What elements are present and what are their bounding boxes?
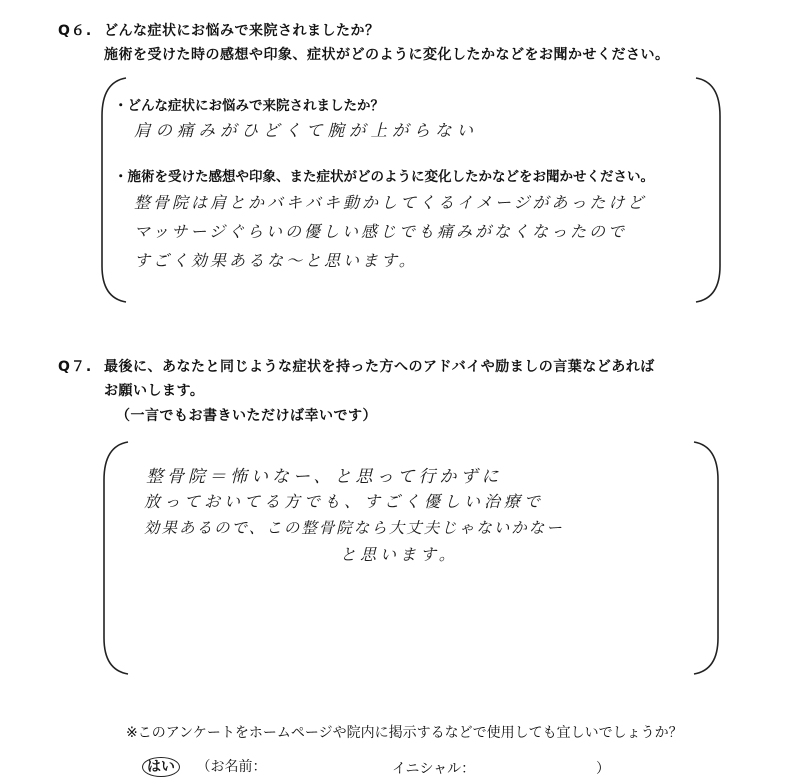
close-paren: ）	[596, 761, 610, 777]
q7-answer-line4: と思います。	[340, 545, 459, 564]
q6-answer-impression-line1: 整骨院は肩とかバキバキ動かしてくるイメージがあったけど	[134, 193, 647, 212]
q7-answer-line1: 整骨院＝怖いなー、と思って行かずに	[146, 467, 503, 487]
q6-question-line1: どんな症状にお悩みで来院されましたか？	[104, 23, 380, 39]
name-label: （お名前：	[196, 759, 267, 775]
q6-answer-symptom: 肩の痛みがひどくて腕が上がらない	[134, 121, 478, 140]
q6-question-line2: 施術を受けた時の感想や印象、症状がどのように変化したかなどをお聞かせください。	[104, 47, 670, 63]
q6-answer-impression-line3: すごく効果あるな～と思います。	[134, 251, 418, 270]
consent-row	[142, 756, 622, 777]
q7-right-bracket	[692, 440, 722, 678]
q7-left-bracket	[100, 440, 130, 678]
q7-answer-line2: 放っておいてる方でも、すごく優しい治療で	[144, 492, 545, 511]
consent-question: ※このアンケートをホームページや院内に掲示するなどで使用しても宜しいでしょうか？	[126, 725, 683, 741]
q6-right-bracket	[694, 76, 724, 306]
initial-label: イニシャル：	[392, 761, 476, 777]
yes-option-circled[interactable]: はい	[142, 757, 180, 777]
q6-bullet-impression: ・施術を受けた感想や印象、また症状がどのように変化したかなどをお聞かせください。	[114, 169, 654, 185]
q6-label: Q６.	[58, 23, 93, 39]
q7-question-line1: 最後に、あなたと同じような症状を持った方へのアドバイや励ましの言葉などあれば	[104, 359, 655, 375]
q7-question-note: （一言でもお書きいただけば幸いです）	[116, 408, 377, 424]
q7-label: Q７.	[58, 359, 93, 375]
q7-answer-line3: 効果あるので、この整骨院なら大丈夫じゃないかなー	[144, 519, 564, 537]
q6-bullet-symptom: ・どんな症状にお悩みで来院されましたか？	[114, 98, 384, 114]
q6-answer-impression-line2: マッサージぐらいの優しい感じでも痛みがなくなったので	[134, 222, 628, 241]
q7-question-line2: お願いします。	[104, 383, 205, 399]
